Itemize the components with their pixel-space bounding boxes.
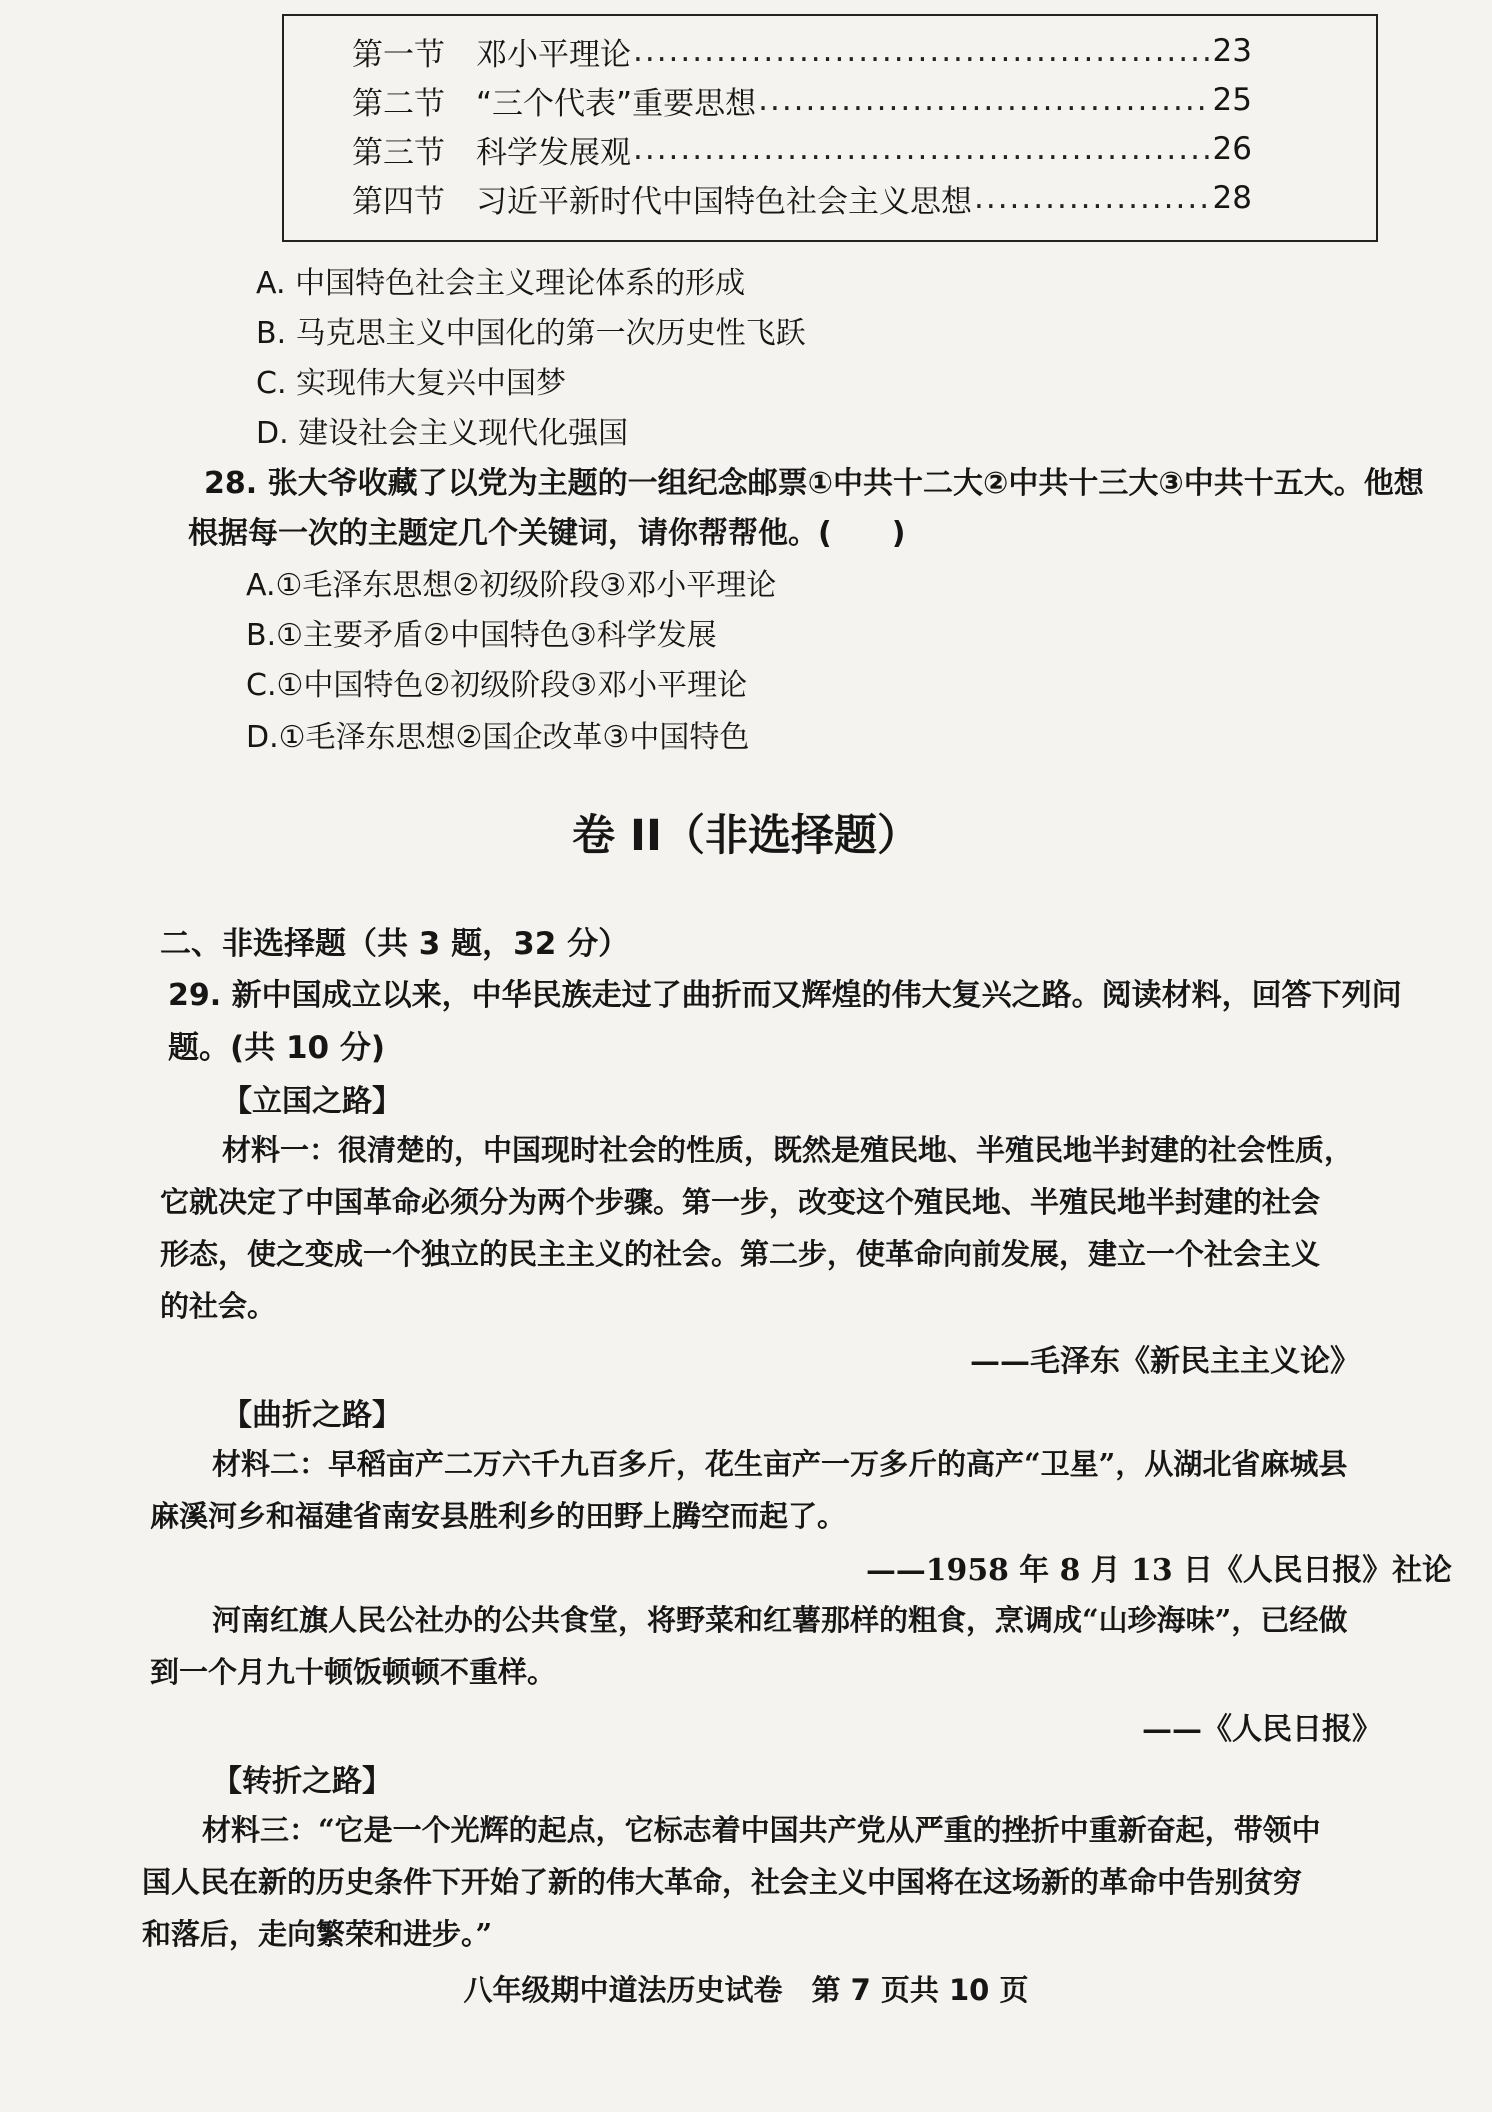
toc-row xyxy=(352,126,1252,172)
road2-material-line: 材料二：早稻亩产二万六千九百多斤，花生亩产一万多斤的高产“卫星”，从湖北省麻城县 xyxy=(212,1447,1348,1481)
q28-stem-line1: 28. 张大爷收藏了以党为主题的一组纪念邮票①中共十二大②中共十三大③中共十五大。他想 xyxy=(204,466,1424,501)
q28-stem-line2: 根据每一次的主题定几个关键词，请你帮帮他。( ) xyxy=(188,516,906,551)
toc-leader-dots xyxy=(633,131,1211,167)
toc-section: 第四节 xyxy=(352,183,445,220)
section-title: 卷 II（非选择题） xyxy=(572,811,920,861)
table-of-contents-box xyxy=(282,14,1378,242)
toc-leader-dots xyxy=(633,33,1211,69)
road3-material-line: 材料三：“它是一个光辉的起点，它标志着中国共产党从严重的挫折中重新奋起，带领中 xyxy=(202,1813,1321,1847)
toc-leader-dots xyxy=(974,180,1211,216)
road2-source2: ——《人民日报》 xyxy=(1142,1712,1382,1747)
toc-leader-dots xyxy=(758,82,1210,118)
toc-section: 第一节 xyxy=(352,36,445,73)
road2-heading: 【曲折之路】 xyxy=(222,1398,402,1433)
page-footer: 八年级期中道法历史试卷 第 7 页共 10 页 xyxy=(463,1973,1029,2007)
road3-heading: 【转折之路】 xyxy=(212,1764,392,1799)
toc-section: 第三节 xyxy=(352,134,445,171)
road1-source: ——毛泽东《新民主主义论》 xyxy=(970,1344,1360,1379)
toc-page-number: 25 xyxy=(1212,82,1252,118)
toc-row xyxy=(352,77,1252,123)
toc-page-number: 26 xyxy=(1212,131,1252,167)
q28-option-c: C.①中国特色②初级阶段③邓小平理论 xyxy=(246,668,748,703)
road3-material-line: 和落后，走向繁荣和进步。” xyxy=(142,1917,493,1951)
road1-material-line: 的社会。 xyxy=(160,1289,277,1323)
road2-source1: ——1958 年 8 月 13 日《人民日报》社论 xyxy=(866,1553,1452,1588)
road2-material-line: 到一个月九十顿饭顿顿不重样。 xyxy=(150,1655,557,1689)
toc-page-number: 28 xyxy=(1212,180,1252,216)
road2-material-line: 河南红旗人民公社办的公共食堂，将野菜和红薯那样的粗食，烹调成“山珍海味”，已经做 xyxy=(212,1603,1348,1637)
q28-option-b: B.①主要矛盾②中国特色③科学发展 xyxy=(246,618,717,653)
q27-option-a: A. 中国特色社会主义理论体系的形成 xyxy=(256,266,746,301)
road1-heading: 【立国之路】 xyxy=(222,1084,402,1119)
road1-material-line: 材料一：很清楚的，中国现时社会的性质，既然是殖民地、半殖民地半封建的社会性质， xyxy=(222,1133,1354,1167)
toc-section: 第二节 xyxy=(352,85,445,122)
q28-option-a: A.①毛泽东思想②初级阶段③邓小平理论 xyxy=(246,568,777,603)
q27-option-b: B. 马克思主义中国化的第一次历史性飞跃 xyxy=(256,316,806,351)
toc-title: 习近平新时代中国特色社会主义思想 xyxy=(476,183,972,220)
q29-stem-line2: 题。(共 10 分) xyxy=(168,1030,386,1066)
toc-title: “三个代表”重要思想 xyxy=(476,85,757,122)
toc-title: 邓小平理论 xyxy=(476,36,631,73)
q29-stem-line1: 29. 新中国成立以来，中华民族走过了曲折而又辉煌的伟大复兴之路。阅读材料，回答下列问 xyxy=(168,978,1402,1013)
road3-material-line: 国人民在新的历史条件下开始了新的伟大革命，社会主义中国将在这场新的革命中告别贫穷 xyxy=(142,1865,1303,1899)
toc-page-number: 23 xyxy=(1212,33,1252,69)
toc-row xyxy=(352,28,1252,74)
q27-option-c: C. 实现伟大复兴中国梦 xyxy=(256,366,567,401)
part2-heading: 二、非选择题（共 3 题，32 分） xyxy=(160,926,630,962)
q28-option-d: D.①毛泽东思想②国企改革③中国特色 xyxy=(246,720,750,755)
toc-row xyxy=(352,175,1252,221)
q27-option-d: D. 建设社会主义现代化强国 xyxy=(256,416,629,451)
road2-material-line: 麻溪河乡和福建省南安县胜利乡的田野上腾空而起了。 xyxy=(150,1499,847,1533)
road1-material-line: 形态，使之变成一个独立的民主主义的社会。第二步，使革命向前发展，建立一个社会主义 xyxy=(160,1237,1321,1271)
toc-title: 科学发展观 xyxy=(476,134,631,171)
road1-material-line: 它就决定了中国革命必须分为两个步骤。第一步，改变这个殖民地、半殖民地半封建的社会 xyxy=(160,1185,1321,1219)
